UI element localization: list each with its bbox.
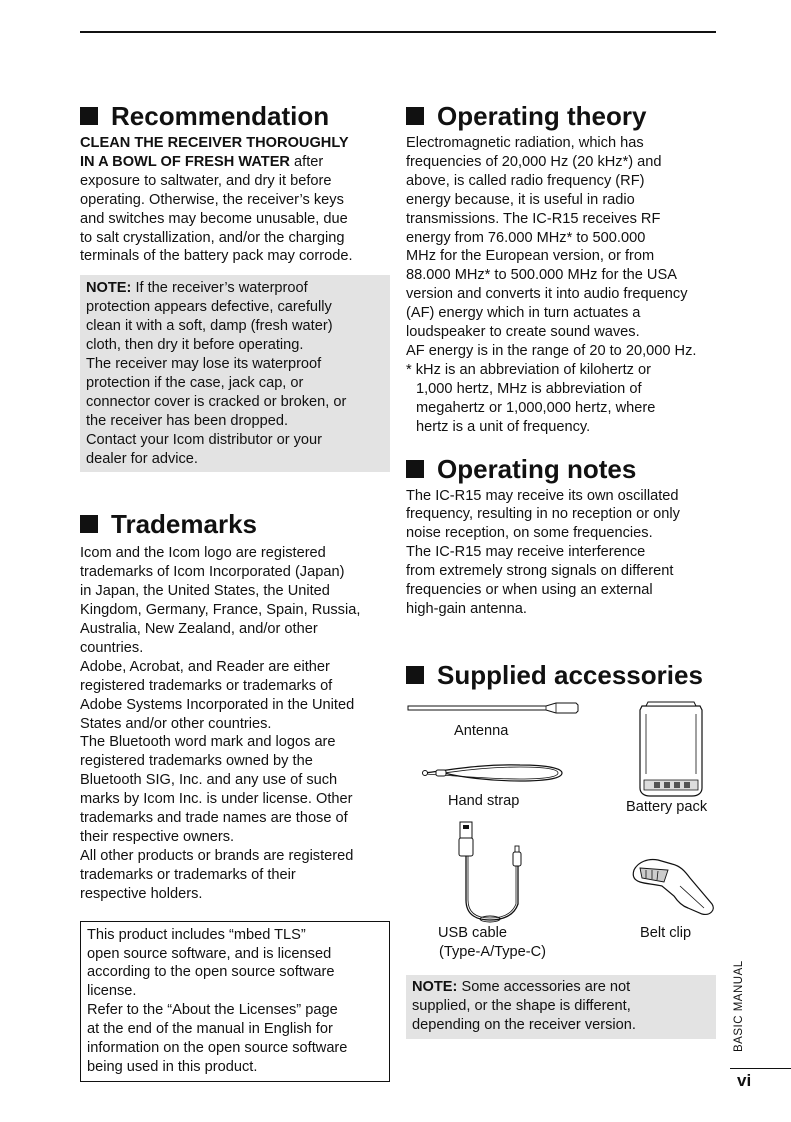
- acc-note-label: NOTE:: [412, 979, 458, 995]
- recommendation-line: exposure to saltwater, and dry it before: [80, 172, 332, 189]
- theory-line: version and converts it into audio frequency: [406, 286, 688, 303]
- operating-theory-heading: [406, 100, 718, 132]
- theory-line: transmissions. The IC-R15 receives RF: [406, 210, 661, 227]
- acc-note-first-text: Some accessories are not: [457, 979, 631, 995]
- trademarks-line: trademarks and trade names are those of: [80, 810, 348, 827]
- antenna-label: Antenna: [454, 723, 509, 739]
- right-column: [406, 100, 718, 691]
- notes-line: frequencies or when using an external: [406, 582, 653, 599]
- note-line: [86, 279, 384, 298]
- notes-line: The IC-R15 may receive interference: [406, 544, 646, 561]
- recommendation-line: terminals of the battery pack may corrode.: [80, 248, 353, 265]
- note-line: protection if the case, jack cap, or: [86, 374, 304, 391]
- square-bullet-icon: [406, 107, 424, 125]
- footer-rule: [730, 1068, 791, 1069]
- recommendation-text: [80, 134, 392, 266]
- theory-line: AF energy is in the range of 20 to 20,000 Hz.: [406, 342, 697, 359]
- trademarks-line: their respective owners.: [80, 829, 235, 845]
- footnote-line: megahertz or 1,000,000 hertz, where: [416, 399, 656, 416]
- supplied-accessories-heading: [406, 659, 718, 691]
- recommendation-heading: [80, 100, 392, 132]
- notes-line: from extremely strong signals on different: [406, 563, 674, 580]
- license-line: according to the open source software: [87, 964, 335, 981]
- trademarks-line: trademarks of Icom Incorporated (Japan): [80, 564, 345, 581]
- trademarks-line: Icom and the Icom logo are registered: [80, 545, 326, 562]
- trademarks-line: Australia, New Zealand, and/or other: [80, 621, 318, 638]
- trademarks-line: Kingdom, Germany, France, Spain, Russia,: [80, 602, 361, 619]
- square-bullet-icon: [80, 515, 98, 533]
- trademarks-line: Bluetooth SIG, Inc. and any use of such: [80, 772, 338, 789]
- top-rule: [80, 31, 716, 33]
- trademarks-line: countries.: [80, 639, 144, 656]
- recommendation-bold-tail: after: [289, 153, 324, 170]
- theory-line: above, is called radio frequency (RF): [406, 172, 645, 189]
- usb-cable-label-1: USB cable: [438, 925, 507, 941]
- license-line: Refer to the “About the Licenses” page: [87, 1002, 338, 1019]
- trademarks-line: registered trademarks owned by the: [80, 753, 313, 770]
- belt-clip-label: Belt clip: [640, 925, 692, 941]
- trademarks-line: All other products or brands are registered: [80, 847, 354, 864]
- theory-line: frequencies of 20,000 Hz (20 kHz*) and: [406, 153, 662, 170]
- acc-note-line: [412, 978, 710, 997]
- theory-line: 88.000 MHz* to 500.000 MHz for the USA: [406, 267, 677, 284]
- waterproof-note-box: [80, 275, 390, 472]
- theory-line: loudspeaker to create sound waves.: [406, 324, 640, 341]
- usb-cable-label-2: (Type-A/Type-C): [439, 944, 547, 960]
- operating-theory-text: [406, 134, 718, 361]
- theory-line: MHz for the European version, or from: [406, 248, 655, 265]
- operating-notes-title: Operating notes: [437, 453, 637, 484]
- left-column: [80, 100, 392, 1082]
- trademarks-line: in Japan, the United States, the United: [80, 583, 330, 600]
- note-line: clean it with a soft, damp (fresh water): [86, 318, 333, 335]
- license-line: information on the open source software: [87, 1040, 348, 1057]
- supplied-accessories-title: Supplied accessories: [437, 659, 703, 690]
- trademarks-heading: [80, 508, 392, 540]
- trademarks-line: marks by Icom Inc. is under license. Other: [80, 791, 353, 808]
- notes-line: The IC-R15 may receive its own oscillated: [406, 487, 679, 504]
- notes-line: noise reception, on some frequencies.: [406, 525, 653, 542]
- hand-strap-label: Hand strap: [448, 793, 520, 809]
- recommendation-line: operating. Otherwise, the receiver’s keys: [80, 191, 344, 208]
- acc-note-line: depending on the receiver version.: [412, 1016, 636, 1033]
- recommendation-bold-line: CLEAN THE RECEIVER THOROUGHLY: [80, 135, 349, 151]
- trademarks-title: Trademarks: [111, 509, 257, 540]
- note-line: cloth, then dry it before operating.: [86, 337, 304, 354]
- footnote-line: * kHz is an abbreviation of kilohertz or: [406, 361, 651, 378]
- license-line: at the end of the manual in English for: [87, 1021, 333, 1038]
- note-line: dealer for advice.: [86, 450, 198, 467]
- trademarks-line: The Bluetooth word mark and logos are: [80, 734, 336, 751]
- page-number: vi: [737, 1071, 752, 1090]
- hand-strap-icon: [420, 760, 565, 786]
- basic-manual-side-label: BASIC MANUAL: [733, 960, 745, 1052]
- square-bullet-icon: [406, 666, 424, 684]
- theory-line: (AF) energy which in turn actuates a: [406, 305, 641, 322]
- note-line: The receiver may lose its waterproof: [86, 355, 322, 372]
- trademarks-line: trademarks or trademarks of their: [80, 866, 296, 883]
- acc-note-line: supplied, or the shape is different,: [412, 997, 631, 1014]
- recommendation-line: to salt crystallization, and/or the charging: [80, 229, 345, 246]
- recommendation-bold-line-text: IN A BOWL OF FRESH WATER: [80, 153, 290, 170]
- license-box: [80, 921, 390, 1082]
- license-line: open source software, and is licensed: [87, 945, 332, 962]
- notes-line: high-gain antenna.: [406, 600, 527, 617]
- square-bullet-icon: [406, 460, 424, 478]
- recommendation-title: Recommendation: [111, 101, 330, 131]
- trademarks-text: [80, 544, 392, 903]
- license-line: being used in this product.: [87, 1058, 258, 1075]
- license-line: license.: [87, 983, 137, 1000]
- trademarks-line: Adobe Systems Incorporated in the United: [80, 696, 355, 713]
- footnote-line: hertz is a unit of frequency.: [416, 418, 591, 435]
- note-line: connector cover is cracked or broken, or: [86, 393, 347, 410]
- note-label: NOTE:: [86, 280, 132, 297]
- square-bullet-icon: [80, 107, 98, 125]
- footnote-line: 1,000 hertz, MHz is abbreviation of: [416, 380, 642, 397]
- frequency-footnote: [406, 361, 718, 437]
- theory-line: Electromagnetic radiation, which has: [406, 135, 644, 151]
- recommendation-line: and switches may become unusable, due: [80, 210, 348, 227]
- note-line: protection appears defective, carefully: [86, 299, 332, 316]
- antenna-icon: [406, 700, 582, 716]
- trademarks-line: registered trademarks or trademarks of: [80, 677, 333, 694]
- note-first-text: If the receiver’s waterproof: [131, 280, 308, 297]
- operating-theory-title: Operating theory: [437, 101, 647, 131]
- operating-notes-text: [406, 487, 718, 619]
- note-line: the receiver has been dropped.: [86, 412, 289, 429]
- battery-pack-icon: [634, 700, 708, 798]
- license-line: This product includes “mbed TLS”: [87, 926, 306, 943]
- belt-clip-icon: [628, 856, 718, 920]
- trademarks-line: Adobe, Acrobat, and Reader are either: [80, 658, 330, 675]
- note-line: Contact your Icom distributor or your: [86, 431, 323, 448]
- theory-line: energy from 76.000 MHz* to 500.000: [406, 229, 646, 246]
- trademarks-line: respective holders.: [80, 885, 203, 902]
- notes-line: frequency, resulting in no reception or only: [406, 506, 680, 523]
- operating-notes-heading: [406, 453, 718, 485]
- recommendation-bold-line: [80, 153, 392, 172]
- battery-pack-label: Battery pack: [626, 799, 708, 815]
- theory-line: energy because, it is useful in radio: [406, 191, 635, 208]
- trademarks-line: States and/or other countries.: [80, 715, 272, 732]
- accessories-note-box: [406, 975, 716, 1039]
- usb-cable-icon: [454, 820, 534, 926]
